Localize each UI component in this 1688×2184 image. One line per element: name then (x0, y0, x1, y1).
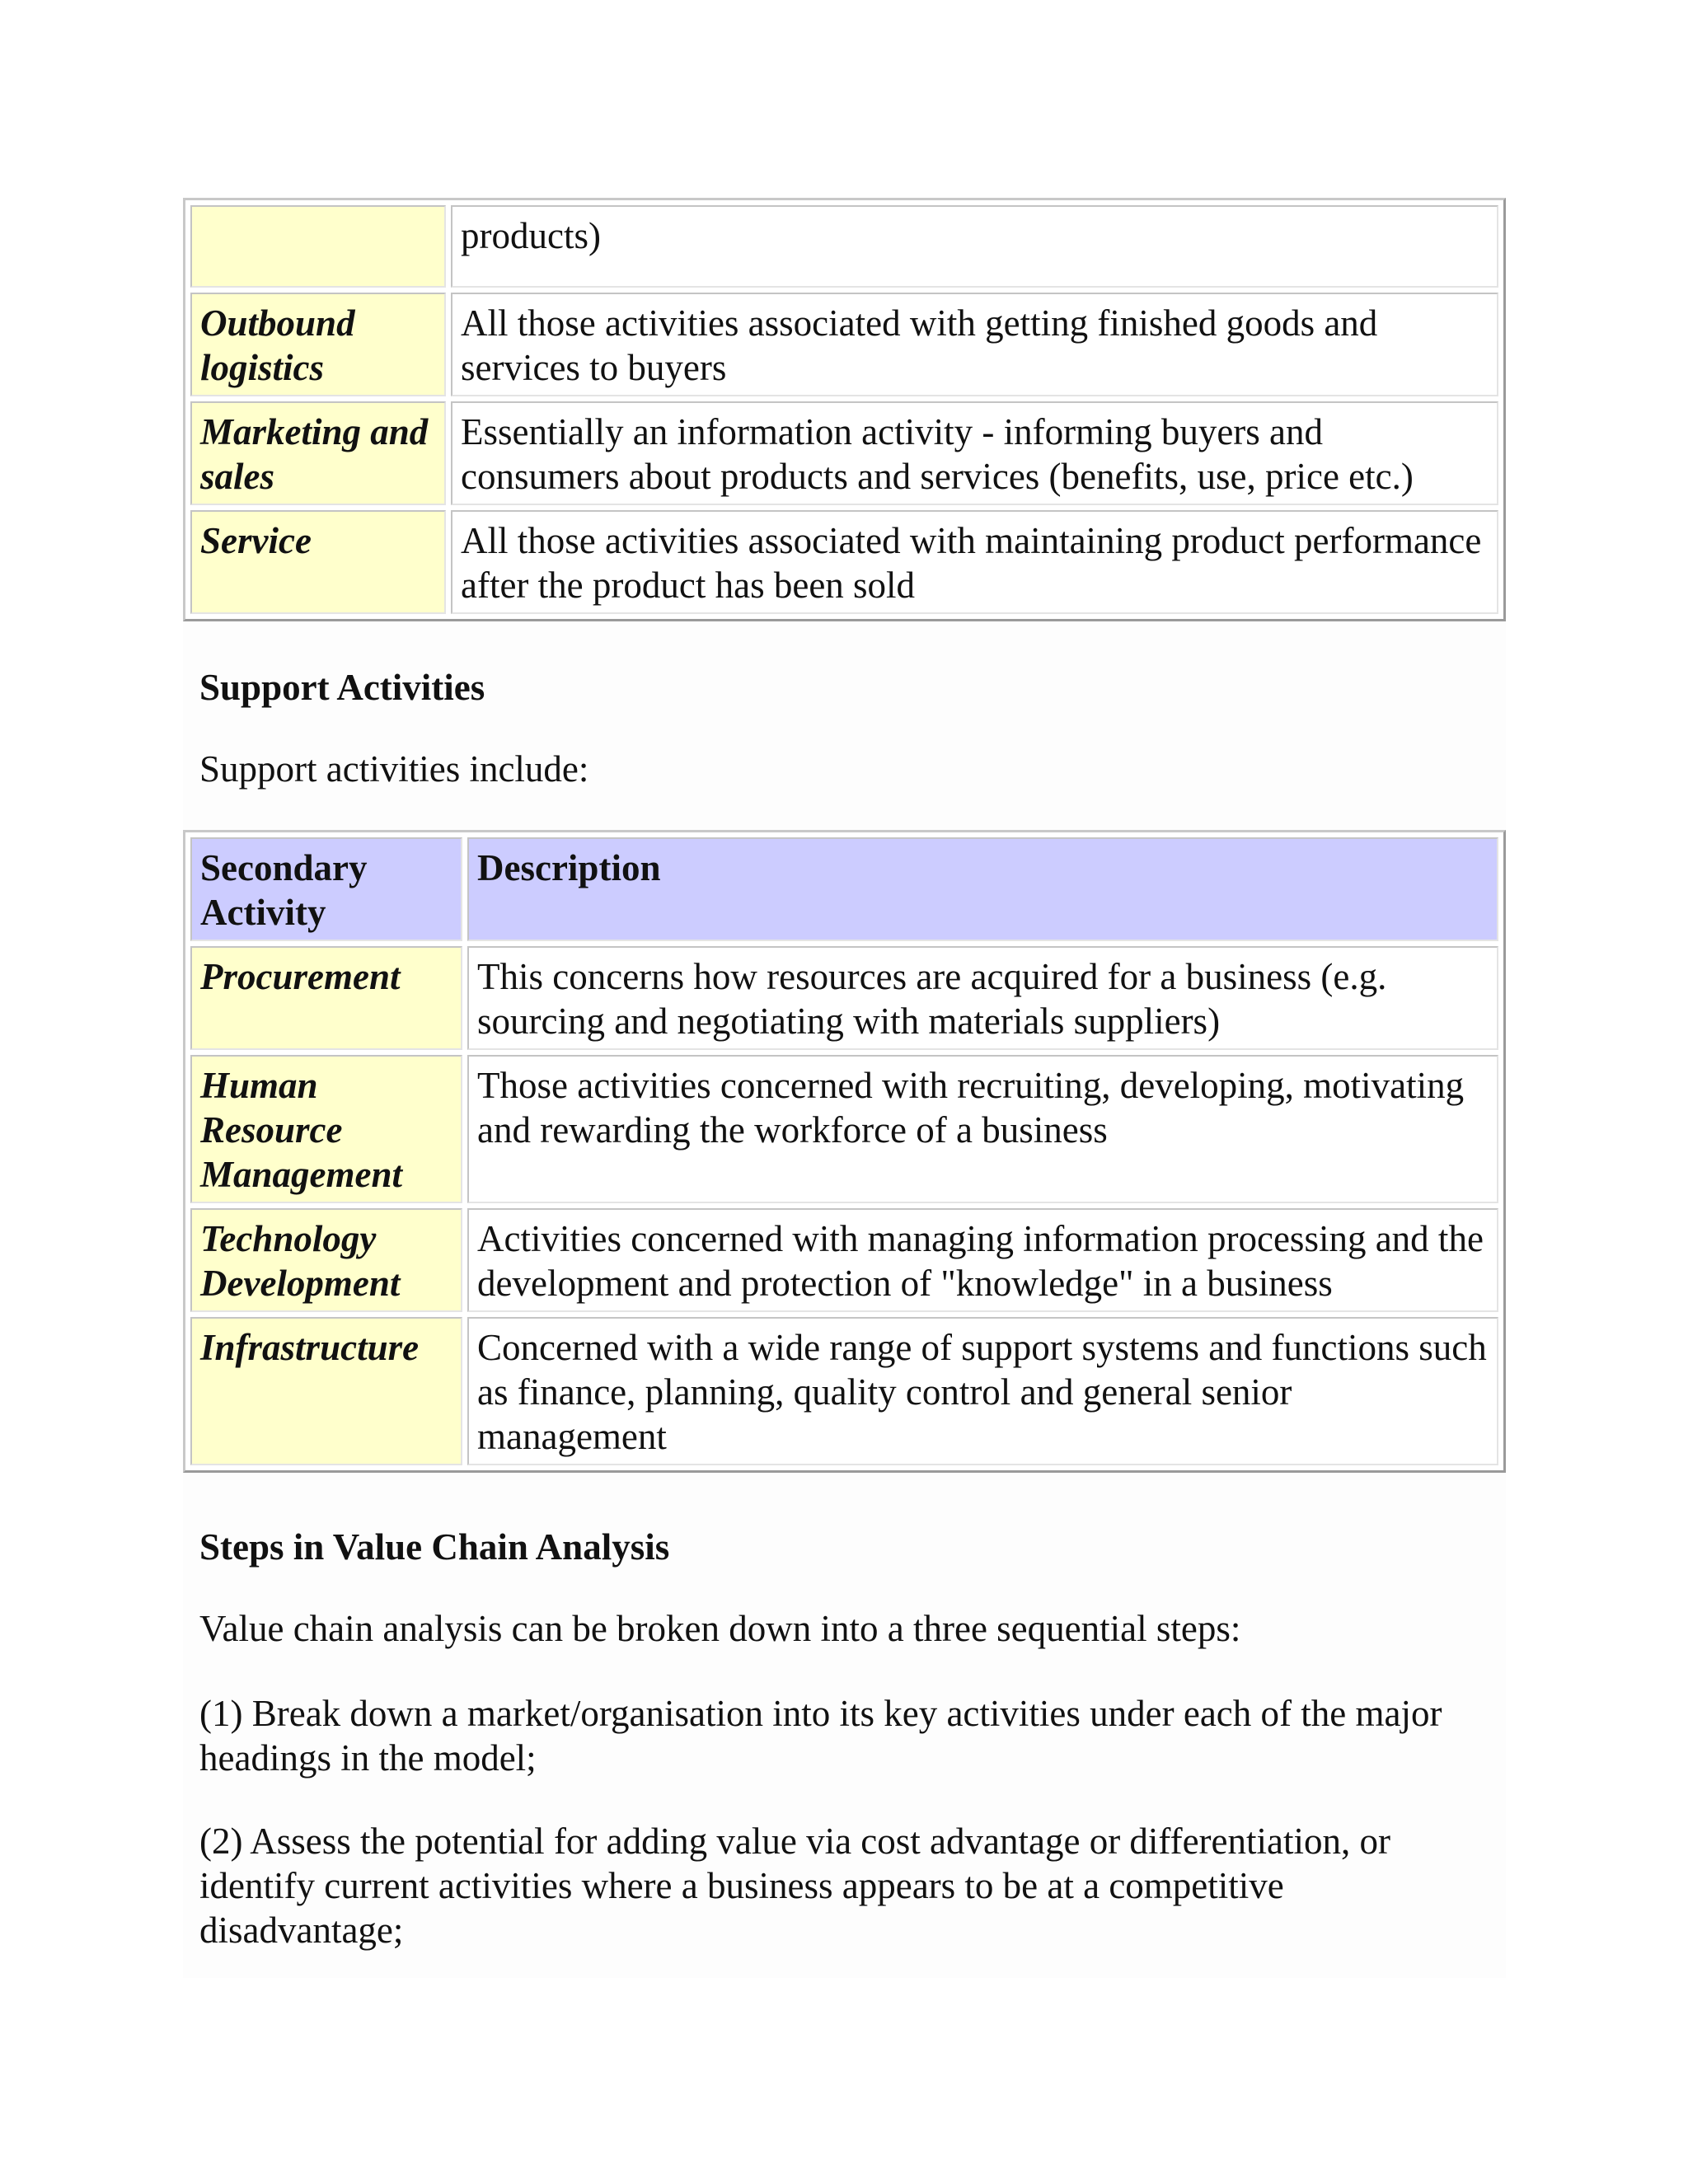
primary-activities-table (183, 198, 1506, 621)
activity-description: All those activities associated with maintaining product performance after the product has been sold (451, 510, 1498, 614)
table-row (190, 510, 1498, 614)
column-header: Secondary Activity (190, 837, 462, 941)
table-row (190, 946, 1498, 1050)
activity-label: Infrastructure (190, 1317, 462, 1465)
table-row (190, 1208, 1498, 1312)
activity-label: Marketing and sales (190, 401, 446, 505)
activity-label: Technology Development (190, 1208, 462, 1312)
activity-description: products) (451, 205, 1498, 288)
table-row (190, 205, 1498, 288)
activity-description: Essentially an information activity - informing buyers and consumers about products and services (benefits, use, price etc.) (451, 401, 1498, 505)
activity-description: All those activities associated with getting finished goods and services to buyers (451, 293, 1498, 396)
table-header-row (190, 837, 1498, 941)
table-row (190, 1317, 1498, 1465)
support-activities-table (183, 830, 1506, 1473)
activity-label: Procurement (190, 946, 462, 1050)
support-activities-intro: Support activities include: (199, 748, 589, 790)
table-row (190, 401, 1498, 505)
activity-label: Service (190, 510, 446, 614)
step-2-text: (2) Assess the potential for adding value via cost advantage or differentiation, or identify current activities where a business appears to be at a competitive disadvantage; (199, 1821, 1390, 1951)
activity-label: Human Resource Management (190, 1055, 462, 1203)
step-1-text: (1) Break down a market/organisation into its key activities under each of the major headings in the model; (199, 1693, 1442, 1779)
table-row (190, 293, 1498, 396)
activity-description: Concerned with a wide range of support systems and functions such as finance, planning, quality control and general senior management (467, 1317, 1498, 1465)
activity-label (190, 205, 446, 288)
activity-description: Those activities concerned with recruiting, developing, motivating and rewarding the workforce of a business (467, 1055, 1498, 1203)
activity-description: This concerns how resources are acquired for a business (e.g. sourcing and negotiating with materials suppliers) (467, 946, 1498, 1050)
column-header: Description (467, 837, 1498, 941)
activity-label: Outbound logistics (190, 293, 446, 396)
support-activities-heading: Support Activities (199, 667, 485, 708)
activity-description: Activities concerned with managing information processing and the development and protection of "knowledge" in a business (467, 1208, 1498, 1312)
steps-heading: Steps in Value Chain Analysis (199, 1526, 670, 1568)
table-row (190, 1055, 1498, 1203)
steps-intro: Value chain analysis can be broken down into a three sequential steps: (199, 1608, 1241, 1649)
